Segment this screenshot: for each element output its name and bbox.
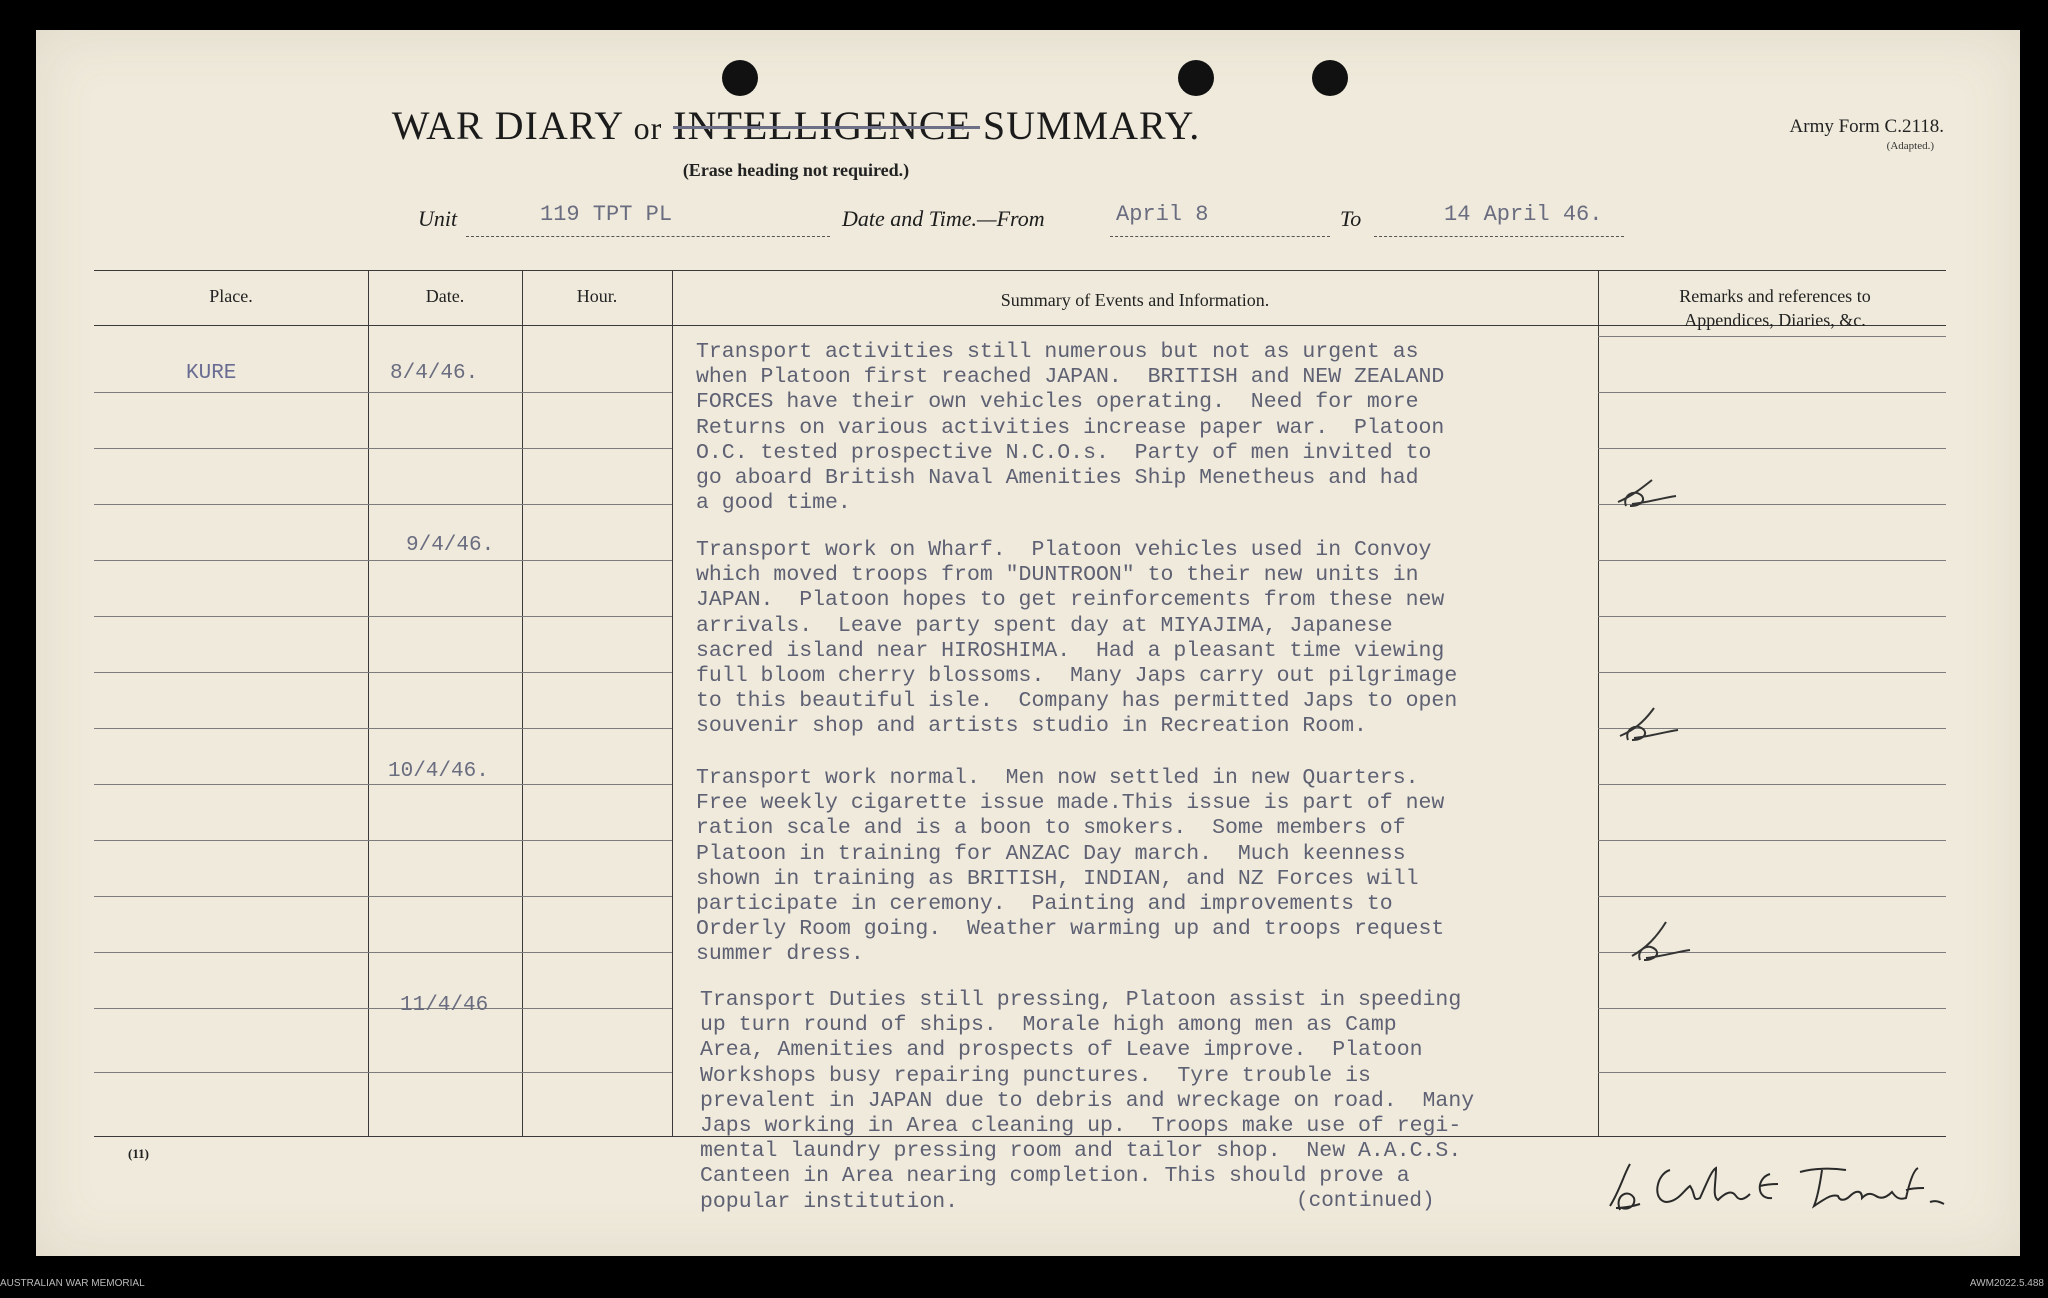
entry-text: Transport work on Wharf. Platoon vehicles used in Convoy which moved troops from "DUNTROON" to their new units in JAPAN. Platoon hopes to get reinforcements from these new arrivals. Leave party spent day at MIYAJIMA, Japanese sacred island near HIROSHIMA. Had a pleasant time viewing full bloom cherry blossoms. Many Japs carry out pilgrimage to this beautiful isle. Company has permitted Japs to open souvenir shop and artists studio in Recreation Room. [696,538,1458,739]
remarks-rule-line [1598,672,1946,673]
rule-line [94,560,672,561]
col-header-summary: Summary of Events and Information. [1000,290,1270,310]
date-to-underline [1374,236,1624,237]
footer-source: AUSTRALIAN WAR MEMORIAL [0,1278,145,1289]
entry-text: Transport activities still numerous but not as urgent as when Platoon first reached JAPAN. BRITISH and NEW ZEALAND FORCES have their own vehicles operating. Need for more Returns on various activities increase paper war. Platoon O.C. tested prospective N.C.O.s. Party of men invited to go aboard British Naval Amenities Ship Menetheus and had a good time. [696,340,1445,516]
rule-line [94,952,672,953]
rule-line [94,896,672,897]
title-or: or [633,110,663,146]
unit-label: Unit [418,206,458,231]
col-header-date: Date. [425,286,465,306]
col-header-remarks: Remarks and references to Appendices, Diaries, &c. [1679,286,1871,330]
rule-line [94,1008,672,1009]
remarks-rule-line [1598,896,1946,897]
col-header-hour: Hour. [576,286,618,306]
rule-line [94,840,672,841]
title-summary: SUMMARY. [982,103,1201,148]
col-divider-date [522,270,523,1136]
rule-line [94,728,672,729]
title-war-diary: WAR DIARY [391,103,623,148]
remarks-rule-line [1598,336,1946,337]
remarks-rule-line [1598,448,1946,449]
col-divider-hour [672,270,673,1136]
date-from-label: Date and Time.—From [842,206,1045,231]
commander-signature [1600,1150,2000,1230]
remarks-rule-line [1598,392,1946,393]
remarks-rule-line [1598,560,1946,561]
initials-mark [1626,918,1696,968]
unit-underline [466,236,830,237]
rule-line [94,392,672,393]
remarks-rule-line [1598,616,1946,617]
initials-mark [1612,466,1682,516]
entry-date: 9/4/46. [406,534,495,557]
entry-text: Transport Duties still pressing, Platoon assist in speeding up turn round of ships. Morale high among men as Camp Area, Amenities and prospects of Leave improve. Platoon Workshops busy repairing punctures. Tyre trouble is prevalent in JAPAN due to debris and wreckage on road. Many Japs working in Area cleaning up. Troops make use of regi- mental laundry pressing room and tailor shop. New A.A.C.S. Canteen in Area nearing completion. This should prove a popular institution. [700,988,1475,1214]
entry-date: 11/4/46 [400,994,489,1017]
rule-line [94,784,672,785]
punch-hole [722,60,758,96]
rule-line [94,1072,672,1073]
entry-date: 8/4/46. [390,362,479,385]
table-top-border [94,270,1946,271]
adapted-note: (Adapted.) [1886,140,1934,152]
date-from-underline [1110,236,1330,237]
rule-line [94,448,672,449]
entry-text: Transport work normal. Men now settled in new Quarters. Free weekly cigarette issue made.This issue is part of new ration scale and is a boon to smokers. Some members of Platoon in training for ANZAC Day march. Much keenness shown in training as BRITISH, INDIAN, and NZ Forces will participate in ceremony. Painting and improvements to Orderly Room going. Weather warming up and troops request summer dress. [696,766,1445,967]
army-form-number: Army Form C.2118. [1789,116,1944,137]
punch-hole [1178,60,1214,96]
rule-line [94,504,672,505]
place-value: KURE [186,362,237,385]
remarks-rule-line [1598,1008,1946,1009]
date-to-label: To [1340,206,1362,231]
remarks-rule-line [1598,784,1946,785]
entry-date: 10/4/46. [388,760,489,783]
col-header-place: Place. [209,286,253,306]
rule-line [94,616,672,617]
form-subtitle: (Erase heading not required.) [682,160,910,180]
date-from-value: April 8 [1116,202,1209,227]
title-intelligence-struck: INTELLIGENCE [673,103,972,148]
rule-line [94,672,672,673]
footer-accession: AWM2022.5.488 [1969,1278,2044,1289]
continued-note: (continued) [1296,1190,1435,1213]
initials-mark [1614,700,1684,750]
form-number: (11) [128,1146,149,1161]
unit-value: 119 TPT PL [540,202,673,227]
remarks-rule-line [1598,840,1946,841]
date-to-value: 14 April 46. [1444,202,1603,227]
remarks-rule-line [1598,1072,1946,1073]
form-title [36,102,1556,149]
col-divider-place [368,270,369,1136]
punch-hole [1312,60,1348,96]
